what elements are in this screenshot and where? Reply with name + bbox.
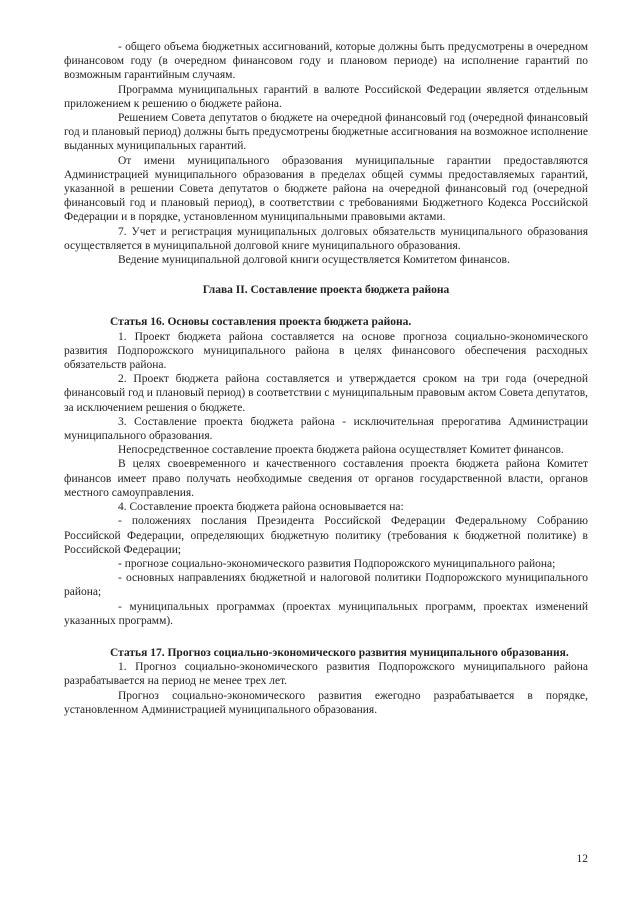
paragraph-debt-book: Ведение муниципальной долговой книги осуществляется Комитетом финансов. xyxy=(118,254,510,267)
article-16-list-item: - прогнозе социально-экономического развития Подпорожского муниципального района; xyxy=(118,557,556,570)
article-17-paragraph: Прогноз социально-экономического развития ежегодно разрабатывается в порядке, установленном Администрацией муниципального образования. xyxy=(64,689,588,716)
paragraph-administration-guarantees: От имени муниципального образования муниципальные гарантии предоставляются Администрацией муниципального образования в пределах общей суммы предоставляемых гарантий, указанной в решении Совета депутатов о бюджете района на очередной финансовый год (очередной финансовый год и плановый период), в соответствии с требованиями Бюджетного Кодекса Российской Федерации и в порядке, установленном муниципальными правовыми актами. xyxy=(64,154,588,224)
paragraph-guarantee-program: Программа муниципальных гарантий в валюте Российской Федерации является отдельным приложением к решению о бюджете района. xyxy=(64,83,588,110)
article-16-list-item: - положениях послания Президента Российской Федерации Федеральному Собранию Российской Федерации, определяющих бюджетную политику (требования к бюджетной политике) в Российской Федерации; xyxy=(64,515,588,556)
article-17-paragraph: 1. Прогноз социально-экономического развития Подпорожского муниципального района разрабатывается на период не менее трех лет. xyxy=(64,661,588,688)
article-16-list-item: - муниципальных программах (проектах муниципальных программ, проектах изменений указанных программ). xyxy=(64,600,588,627)
article-16-title: Статья 16. Основы составления проекта бюджета района. xyxy=(110,316,412,329)
article-16-paragraph: 2. Проект бюджета района составляется и утверждается сроком на три года (очередной финансовый год и плановый период) в соответствии с муниципальным правовым актом Совета депутатов, за исключением решения о бюджете. xyxy=(64,373,588,414)
page-number: 12 xyxy=(576,853,588,865)
article-16-paragraph: 4. Составление проекта бюджета района основывается на: xyxy=(118,501,404,514)
paragraph-guarantee-allocations: - общего объема бюджетных ассигнований, которые должны быть предусмотрены в очередном финансовом году (в очередном финансовом году и плановом периоде) на исполнение гарантий по возможным гарантийным случаям. xyxy=(64,41,588,82)
article-16-paragraph: В целях своевременного и качественного составления проекта бюджета района Комитет финансов имеет право получать необходимые сведения от органов государственной власти, органов местного самоуправления. xyxy=(64,458,588,499)
article-16-paragraph: 3. Составление проекта бюджета района - исключительная прерогатива Администрации муниципального образования. xyxy=(64,415,588,443)
article-16-paragraph: 1. Проект бюджета района составляется на основе прогноза социально-экономического развития Подпорожского муниципального района в целях финансового обеспечения расходных обязательств района. xyxy=(64,330,588,372)
article-17-title: Статья 17. Прогноз социально-экономического развития муниципального образования. xyxy=(110,646,569,659)
article-16-paragraph: Непосредственное составление проекта бюджета района осуществляет Комитет финансов. xyxy=(118,444,564,457)
paragraph-council-decision: Решением Совета депутатов о бюджете на очередной финансовый год (очередной финансовый год и плановый период) должны быть предусмотрены бюджетные ассигнования на возможное исполнение выданных муниципальных гарантий. xyxy=(64,112,588,153)
paragraph-debt-registration: 7. Учет и регистрация муниципальных долговых обязательств муниципального образования осуществляется в муниципальной долговой книге муниципального образования. xyxy=(64,225,588,252)
article-16-list-item: - основных направлениях бюджетной и налоговой политики Подпорожского муниципального района; xyxy=(64,572,588,599)
chapter-title: Глава II. Составление проекта бюджета района xyxy=(202,284,450,297)
